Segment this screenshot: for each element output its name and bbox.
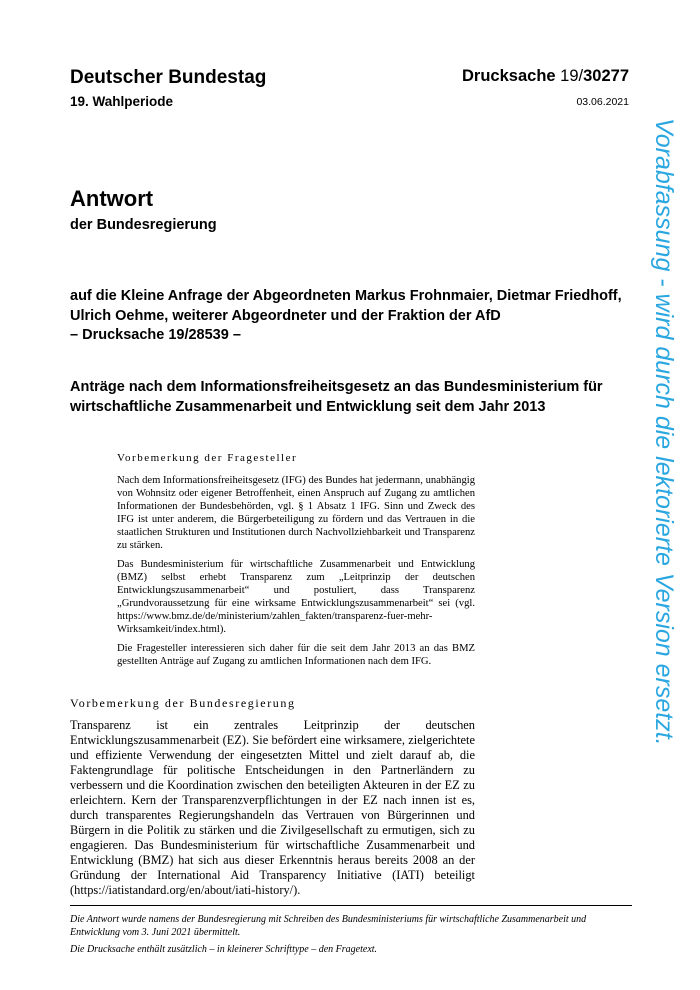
footer-divider bbox=[70, 905, 632, 906]
wahlperiode: 19. Wahlperiode bbox=[70, 94, 174, 109]
drucksache-number bbox=[462, 67, 629, 86]
footer-print-note: Die Drucksache enthält zusätzlich – in kleinerer Schrifttype – den Fragetext. bbox=[70, 944, 378, 955]
bundesregierung-paragraph: Transparenz ist ein zentrales Leitprinzip der deutschen Entwicklungszusammenarbeit (EZ). Sie befördert eine wirksamere, zielgerichtete und effiziente Verwendung der eingesetzten Mittel und zielt darauf ab, die Faktengrundlage für politische Entscheidungen in den Partnerländern zu verbessern und die Koordination zwischen den beteiligten Akteuren in der EZ zu erleichtern. Kern der Transparenzverpflichtungen in der EZ nach innen ist es, durch transparentes Regierungshandeln das Vertrauen von Bürgerinnen und Bürgern in die Politik zu stärken und die Zivilgesellschaft zu ermutigen, sich zu engagieren. Das Bundesministerium für wirtschaftliche Zusammenarbeit und Entwicklung (BMZ) hat sich aus dieser Erkenntnis heraus bereits 2008 an der Gründung der International Aid Transparency Initiative (IATI) beteiligt (https://iatistandard.org/en/about/iati-history/). bbox=[70, 718, 475, 897]
topic-line: wirtschaftliche Zusammenarbeit und Entwicklung seit dem Jahr 2013 bbox=[70, 398, 546, 415]
footer-transmission-note: Die Antwort wurde namens der Bundesregierung mit Schreiben des Bundesministeriums für wirtschaftliche Zusammenarbeit und Entwicklung vom 3. Juni 2021 übermittelt. bbox=[70, 914, 587, 938]
vorbemerkung-fragesteller bbox=[117, 452, 475, 674]
institution-name: Deutscher Bundestag bbox=[70, 67, 267, 88]
document-date: 03.06.2021 bbox=[576, 96, 629, 108]
topic-line: Anträge nach dem Informationsfreiheitsgesetz an das Bundesministerium für bbox=[70, 379, 603, 395]
document-heading: Antwort bbox=[70, 186, 154, 211]
vorbemerkung-fragesteller-heading: Vorbemerkung der Fragesteller bbox=[117, 452, 298, 464]
anfrage-line: – Drucksache 19/28539 – bbox=[70, 327, 241, 343]
document-subheading: der Bundesregierung bbox=[70, 217, 217, 233]
vorbemerkung-bundesregierung bbox=[70, 696, 475, 898]
vorbemerkung-bundesregierung-heading: Vorbemerkung der Bundesregierung bbox=[70, 696, 296, 710]
footer-notes bbox=[70, 913, 630, 960]
vorabfassung-watermark: Vorabfassung - wird durch die lektorierte Version ersetzt. bbox=[650, 118, 678, 746]
drucksache-value: 30277 bbox=[583, 67, 629, 85]
fragesteller-paragraph: Nach dem Informationsfreiheitsgesetz (IFG) des Bundes hat jedermann, unabhängig von Wohnsitz oder eigener Betroffenheit, einen Anspruch auf Zugang zu amtlichen Informationen der Bundesbehörden, vgl. § 1 Absatz 1 IFG. Sinn und Zweck des IFG ist unter anderem, die Bürgerbeteiligung zu fördern und das Vertrauen in die staatlichen Strukturen und Institutionen durch Nachvollziehbarkeit und Transparenz zu stärken. bbox=[117, 475, 475, 551]
drucksache-prefix: 19/ bbox=[560, 67, 584, 85]
fragesteller-paragraph: Die Fragesteller interessieren sich daher für die seit dem Jahr 2013 an das BMZ gestellten Anträge auf Zugang zu amtlichen Informationen nach dem IFG. bbox=[117, 643, 475, 667]
anfrage-line: Ulrich Oehme, weiterer Abgeordneter und der Fraktion der AfD bbox=[70, 307, 501, 324]
document-topic bbox=[70, 378, 640, 417]
anfrage-reference bbox=[70, 287, 640, 346]
fragesteller-paragraph: Das Bundesministerium für wirtschaftliche Zusammenarbeit und Entwicklung (BMZ) selbst erhebt Transparenz zum „Leitprinzip der deutschen Entwicklungszusammenarbeit“ und postuliert, dass Transparenz „Grundvoraussetzung für eine wirksame Entwicklungszusammenarbeit“ sei (vgl. https://www.bmz.de/de/ministerium/zahlen_fakten/transparenz-fuer-mehr-Wirksamkeit/index.html). bbox=[117, 559, 475, 635]
anfrage-line: auf die Kleine Anfrage der Abgeordneten Markus Frohnmaier, Dietmar Friedhoff, bbox=[70, 288, 622, 304]
drucksache-label: Drucksache bbox=[462, 67, 556, 85]
